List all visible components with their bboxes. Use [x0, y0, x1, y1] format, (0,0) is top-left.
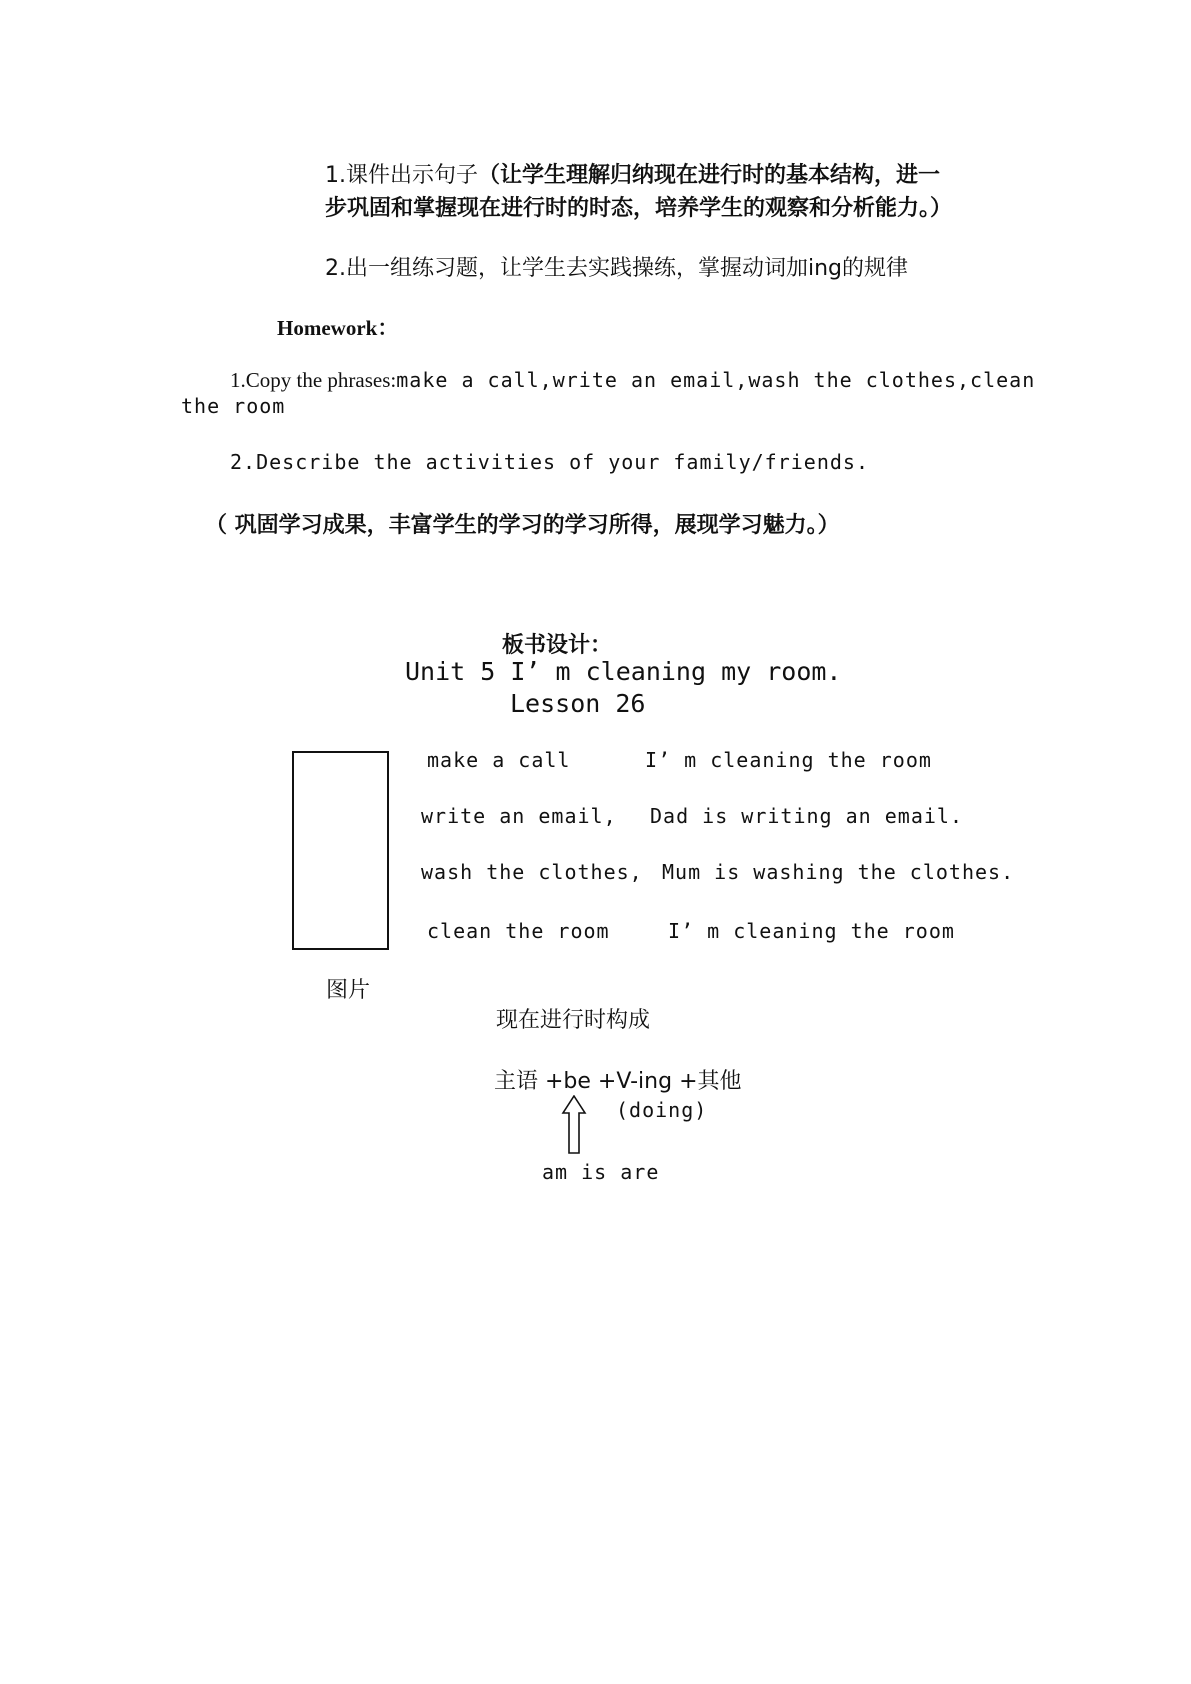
- homework-item1-phrases: make a call,write an email,wash the clothes,clean: [396, 368, 1036, 392]
- step1-line1: [325, 158, 940, 189]
- up-arrow-icon: [561, 1095, 587, 1155]
- board-sentence-3: Mum is washing the clothes.: [662, 860, 1015, 884]
- board-sentence-2: Dad is writing an email.: [650, 804, 963, 828]
- board-sentence-1: I’ m cleaning the room: [645, 748, 932, 772]
- board-phrase-1: make a call: [427, 748, 571, 772]
- structure-formula: 主语 +be +V-ing +其他: [494, 1069, 742, 1094]
- homework-item1-line2: the room: [181, 394, 286, 418]
- homework-heading: Homework：: [277, 316, 399, 340]
- board-unit-title: Unit 5 I’ m cleaning my room.: [405, 657, 842, 686]
- picture-label: 图片: [326, 978, 371, 1003]
- board-phrase-3: wash the clothes,: [421, 860, 643, 884]
- homework-item2: 2.Describe the activities of your family/friends.: [230, 450, 870, 474]
- step1-prefix: 1.课件出示句子: [325, 163, 478, 188]
- picture-placeholder-box: [292, 751, 389, 950]
- board-sentence-4: I’ m cleaning the room: [668, 919, 955, 943]
- step1-line2: 步巩固和掌握现在进行时的时态，培养学生的观察和分析能力。）: [325, 196, 953, 221]
- step1-bold-a: （让学生理解归纳现在进行时的基本结构，进一: [478, 163, 941, 188]
- homework-item1-prefix: 1.Copy the phrases:: [230, 368, 397, 392]
- be-forms: am is are: [542, 1160, 660, 1184]
- board-phrase-2: write an email,: [421, 804, 617, 828]
- homework-note: （ 巩固学习成果，丰富学生的学习的学习所得，展现学习魅力。）: [205, 513, 840, 538]
- doing-note: (doing): [616, 1098, 708, 1122]
- structure-title: 现在进行时构成: [496, 1008, 651, 1033]
- board-phrase-4: clean the room: [427, 919, 610, 943]
- board-heading: 板书设计：: [502, 633, 613, 658]
- step2-line: 2.出一组练习题，让学生去实践操练，掌握动词加ing的规律: [325, 256, 909, 281]
- homework-item1-line1: [230, 368, 1035, 393]
- board-lesson-title: Lesson 26: [510, 689, 646, 718]
